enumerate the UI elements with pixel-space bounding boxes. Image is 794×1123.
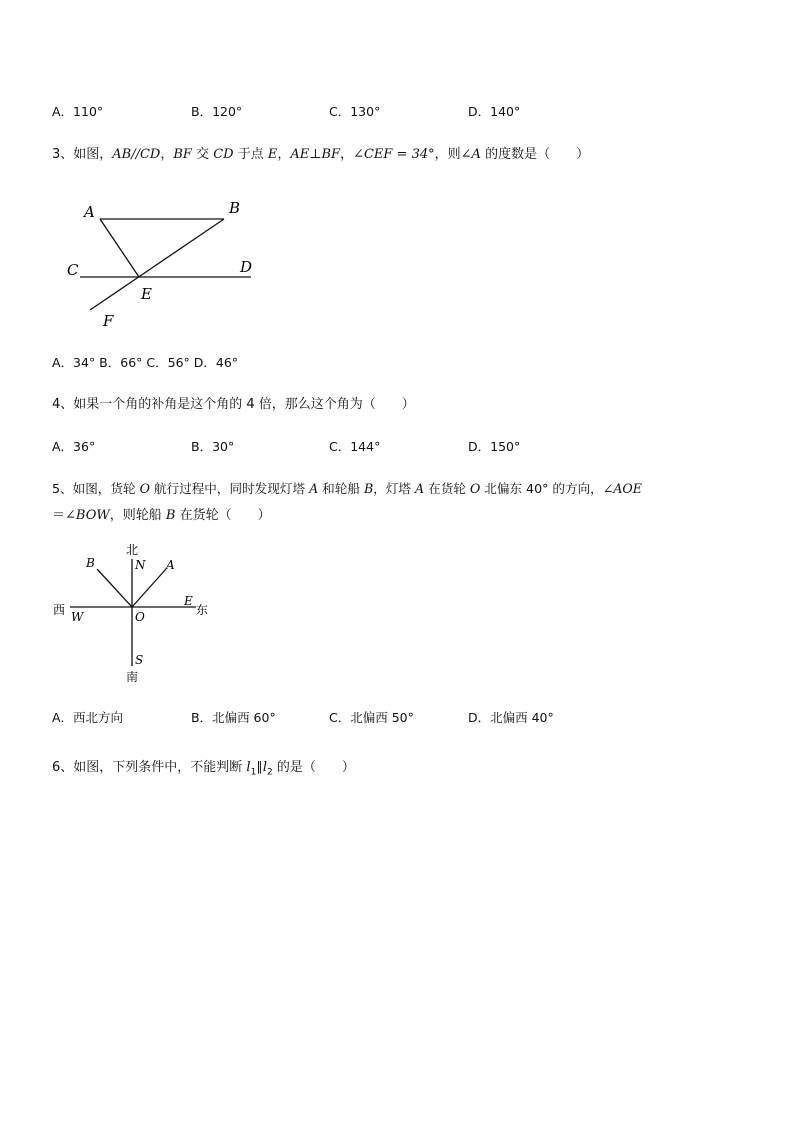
- q5-option-c: C．北偏西 50°: [329, 710, 414, 725]
- q5-label-o: O: [135, 610, 145, 624]
- q5-label-e: E: [184, 594, 193, 608]
- q3-options: A．34° B．66° C．56° D．46°: [52, 355, 239, 370]
- q3-label-a: A: [84, 203, 95, 221]
- q2-option-b: B．120°: [191, 104, 243, 119]
- q5-stem-line1: 5、如图，货轮 O 航行过程中，同时发现灯塔 A 和轮船 B，灯塔 A 在货轮 O 北偏东 40° 的方向，∠AOE: [52, 481, 642, 496]
- q5-compass: [70, 559, 196, 666]
- q5-ray-ob: [97, 569, 132, 607]
- q4-option-c: C．144°: [329, 439, 381, 454]
- q6-stem: 6、如图，下列条件中，不能判断 $l_1\parallel l_2$ 的是（ ）: [52, 760, 355, 778]
- q4-option-b: B．30°: [191, 439, 235, 454]
- q5-label-west: 西: [53, 603, 66, 617]
- q3-label-f: F: [103, 312, 114, 330]
- q5-label-w: W: [71, 610, 84, 624]
- q5-option-b: B．北偏西 60°: [191, 710, 276, 725]
- q5-label-east: 东: [196, 603, 209, 617]
- q5-option-d: D．北偏西 40°: [468, 710, 554, 725]
- q3-label-c: C: [67, 261, 79, 279]
- q4-stem: 4、如果一个角的补角是这个角的 4 倍，那么这个角为（ ）: [52, 397, 415, 412]
- q5-option-a: A．西北方向: [52, 710, 124, 725]
- q5-label-b: B: [86, 556, 95, 570]
- q3-label-d: D: [240, 258, 253, 276]
- q2-option-c: C．130°: [329, 104, 381, 119]
- q3-line-ae: [100, 219, 139, 277]
- q2-option-d: D．140°: [468, 104, 521, 119]
- q5-label-s: S: [135, 653, 144, 667]
- q5-label-north: 北: [126, 543, 139, 557]
- q3-line-bf: [90, 219, 224, 310]
- q5-label-south: 南: [126, 670, 139, 684]
- q5-label-n: N: [135, 558, 146, 572]
- q3-stem: 3、如图，AB//CD，BF 交 CD 于点 E，AE⊥BF，∠CEF = 34°，则∠A 的度数是（ ）: [52, 147, 590, 162]
- q5-label-a: A: [166, 558, 175, 572]
- q4-option-a: A．36°: [52, 439, 96, 454]
- q5-ray-oa: [132, 569, 166, 607]
- q3-label-b: B: [229, 199, 241, 217]
- q2-option-a: A．110°: [52, 104, 104, 119]
- q5-stem-line2: ＝∠BOW，则轮船 B 在货轮（ ）: [52, 508, 271, 523]
- q4-option-d: D．150°: [468, 439, 521, 454]
- q3-label-e: E: [141, 285, 152, 303]
